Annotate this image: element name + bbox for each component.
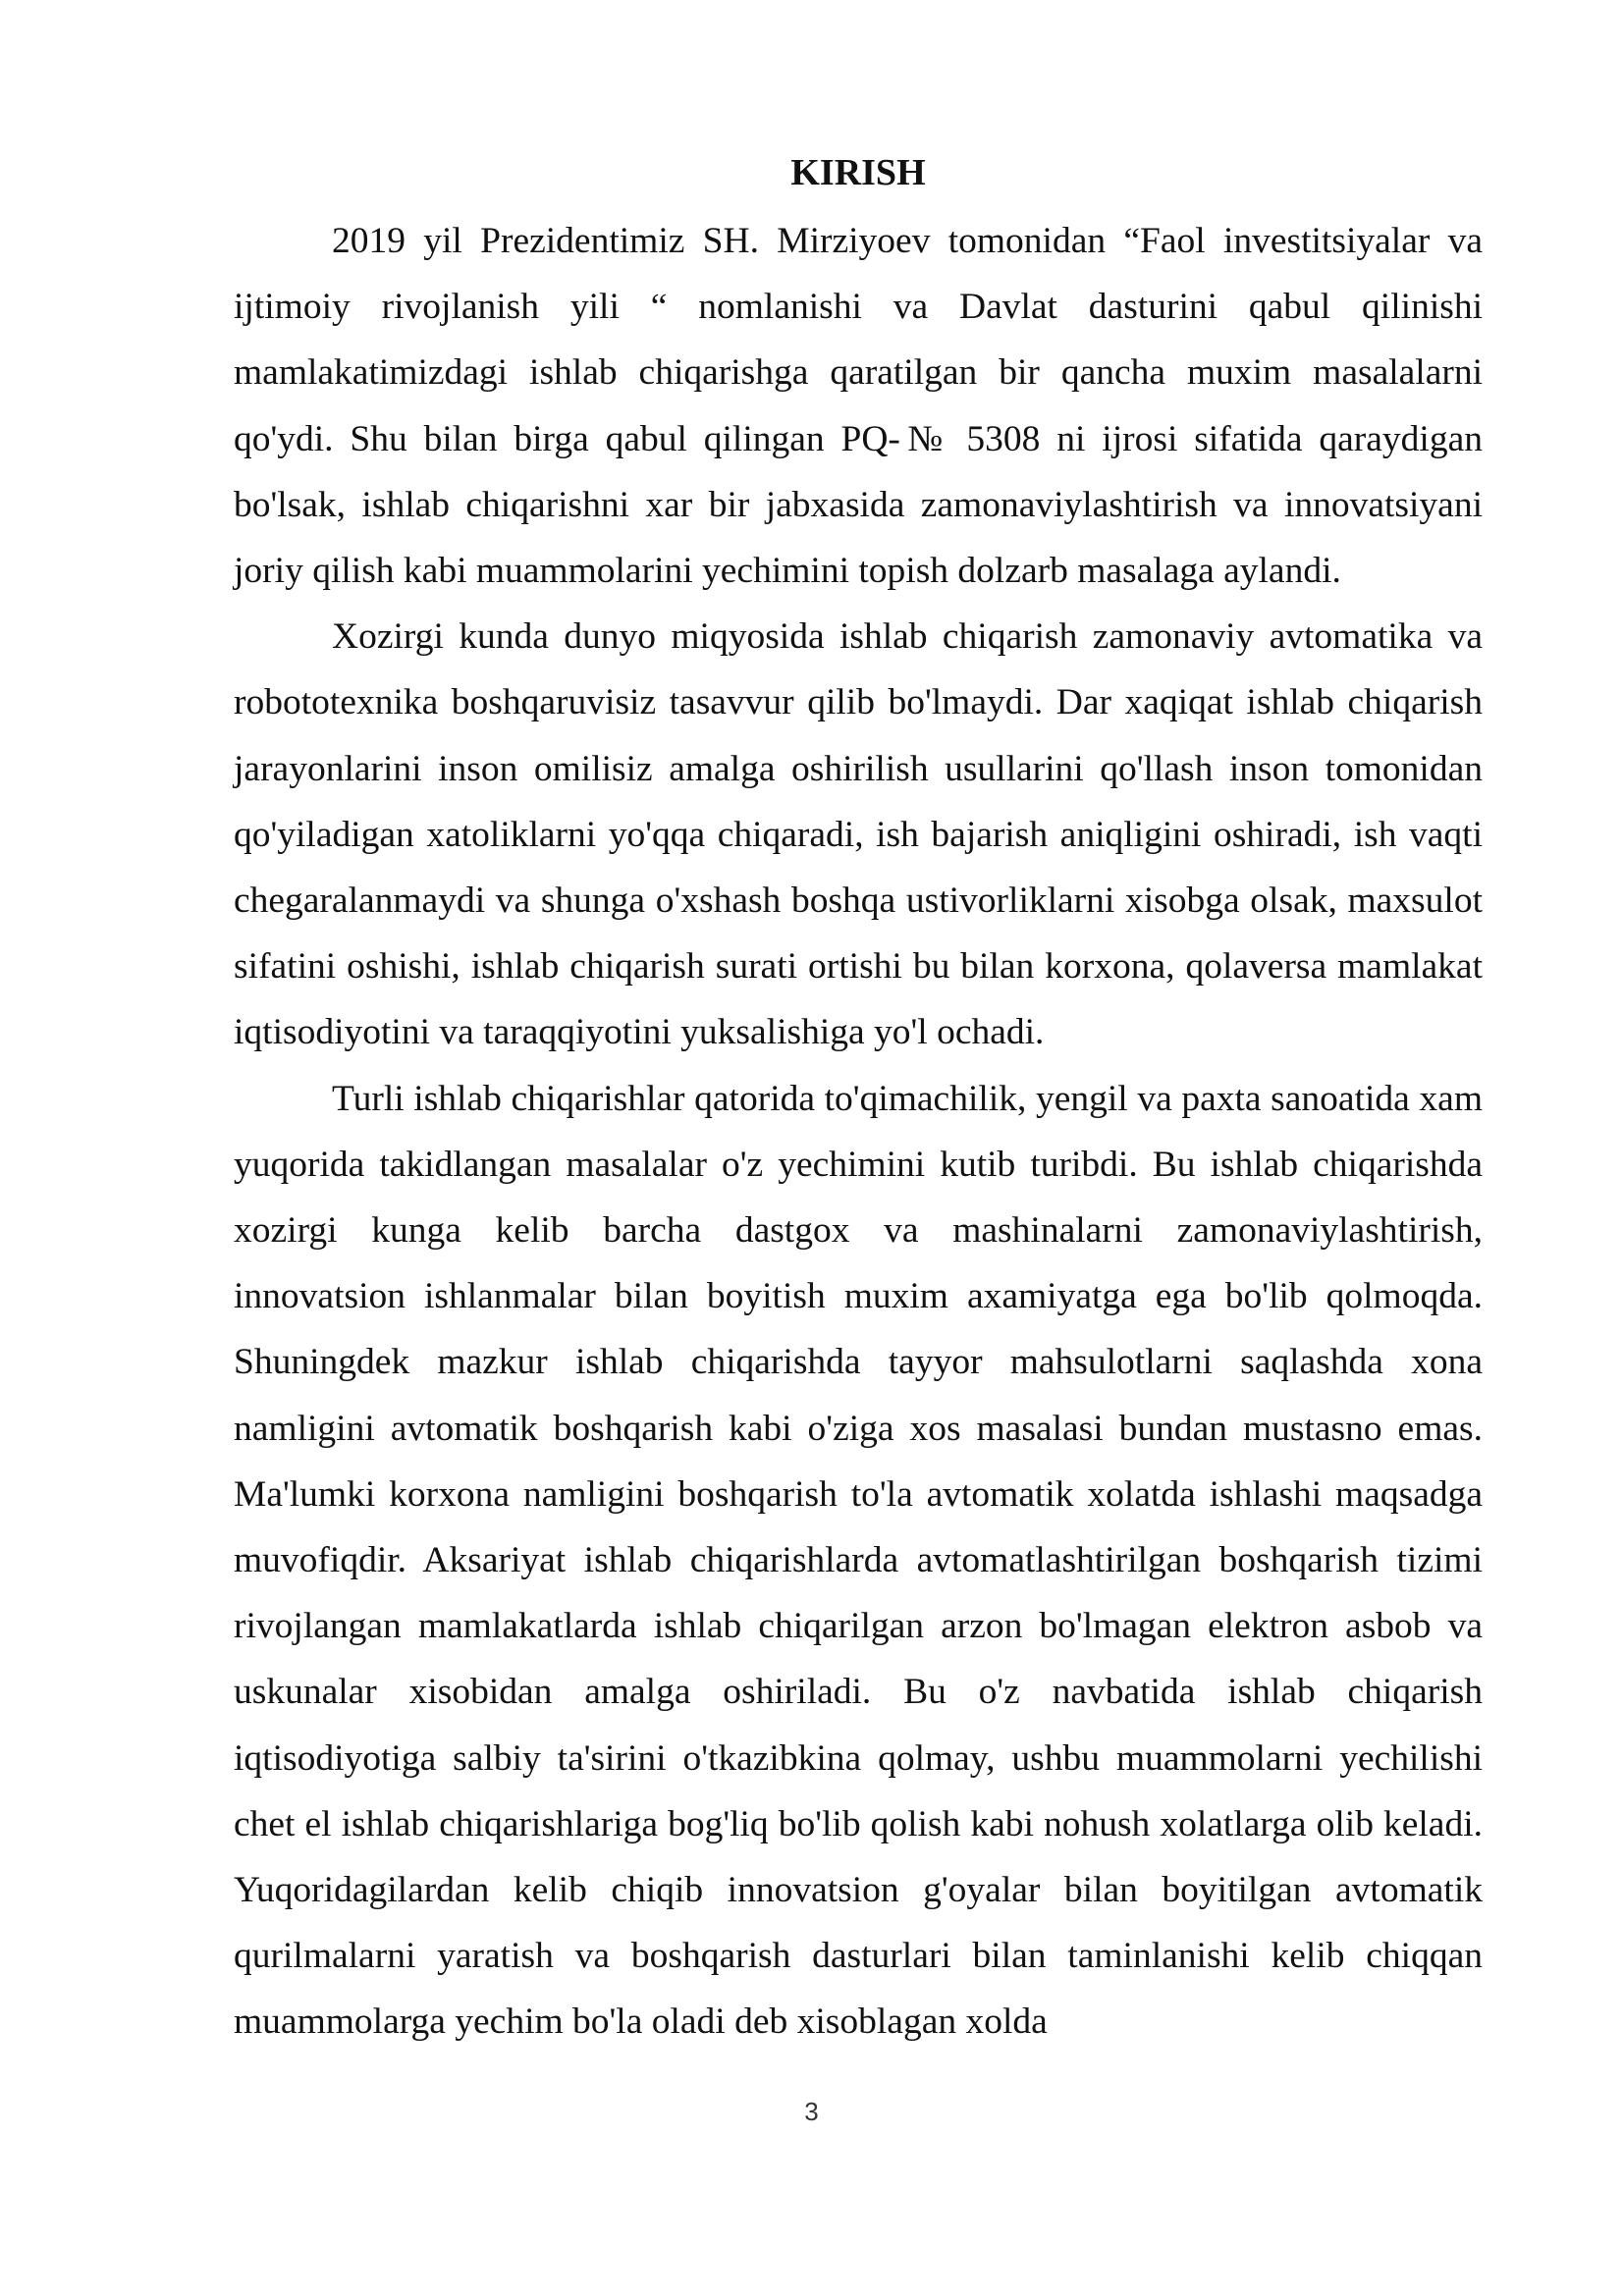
paragraph-1: 2019 yil Prezidentimiz SH. Mirziyoev tomonidan “Faol investitsiyalar va ijtimoiy rivojlanish yili “ nomlanishi va Davlat dasturini qabul qilinishi mamlakatimizdagi ishlab chiqarishga qaratilgan bir qancha muxim masalalarni qo'ydi. Shu bilan birga qabul qilingan PQ-№ 5308 ni ijrosi sifatida qaraydigan bo'lsak, ishlab chiqarishni xar bir jabxasida zamonaviylashtirish va innovatsiyani joriy qilish kabi muammolarini yechimini topish dolzarb masalaga aylandi. [234, 221, 1483, 592]
page-title: KIRISH [790, 152, 926, 193]
paragraph-2: Xozirgi kunda dunyo miqyosida ishlab chiqarish zamonaviy avtomatika va robototexnika boshqaruvisiz tasavvur qilib bo'lmaydi. Dar xaqiqat ishlab chiqarish jarayonlarini inson omilisiz amalga oshirilish usullarini qo'llash inson tomonidan qo'yiladigan xatoliklarni yo'qqa chiqaradi, ish bajarish aniqligini oshiradi, ish vaqti chegaralanmaydi va shunga o'xshash boshqa ustivorliklarni xisobga olsak, maxsulot sifatini oshishi, ishlab chiqarish surati ortishi bu bilan korxona, qolaversa mamlakat iqtisodiyotini va taraqqiyotini yuksalishiga yo'l ochadi. [234, 616, 1483, 1053]
body-text [234, 208, 1483, 2056]
paragraph-3: Turli ishlab chiqarishlar qatorida to'qimachilik, yengil va paxta sanoatida xam yuqorida takidlangan masalalar o'z yechimini kutib turibdi. Bu ishlab chiqarishda xozirgi kunga kelib barcha dastgox va mashinalarni zamonaviylashtirish, innovatsion ishlanmalar bilan boyitish muxim axamiyatga ega bo'lib qolmoqda. Shuningdek mazkur ishlab chiqarishda tayyor mahsulotlarni saqlashda xona namligini avtomatik boshqarish kabi o'ziga xos masalasi bundan mustasno emas. Ma'lumki korxona namligini boshqarish to'la avtomatik xolatda ishlashi maqsadga muvofiqdir. Aksariyat ishlab chiqarishlarda avtomatlashtirilgan boshqarish tizimi rivojlangan mamlakatlarda ishlab chiqarilgan arzon bo'lmagan elektron asbob va uskunalar xisobidan amalga oshiriladi. Bu o'z navbatida ishlab chiqarish iqtisodiyotiga salbiy ta'sirini o'tkazibkina qolmay, ushbu muammolarni yechilishi chet el ishlab chiqarishlariga bog'liq bo'lib qolish kabi nohush xolatlarga olib keladi. Yuqoridagilardan kelib chiqib innovatsion g'oyalar bilan boyitilgan avtomatik qurilmalarni yaratish va boshqarish dasturlari bilan taminlanishi kelib chiqqan muammolarga yechim bo'la oladi deb xisoblagan xolda [234, 1078, 1483, 2043]
page-number: 3 [804, 2097, 819, 2126]
